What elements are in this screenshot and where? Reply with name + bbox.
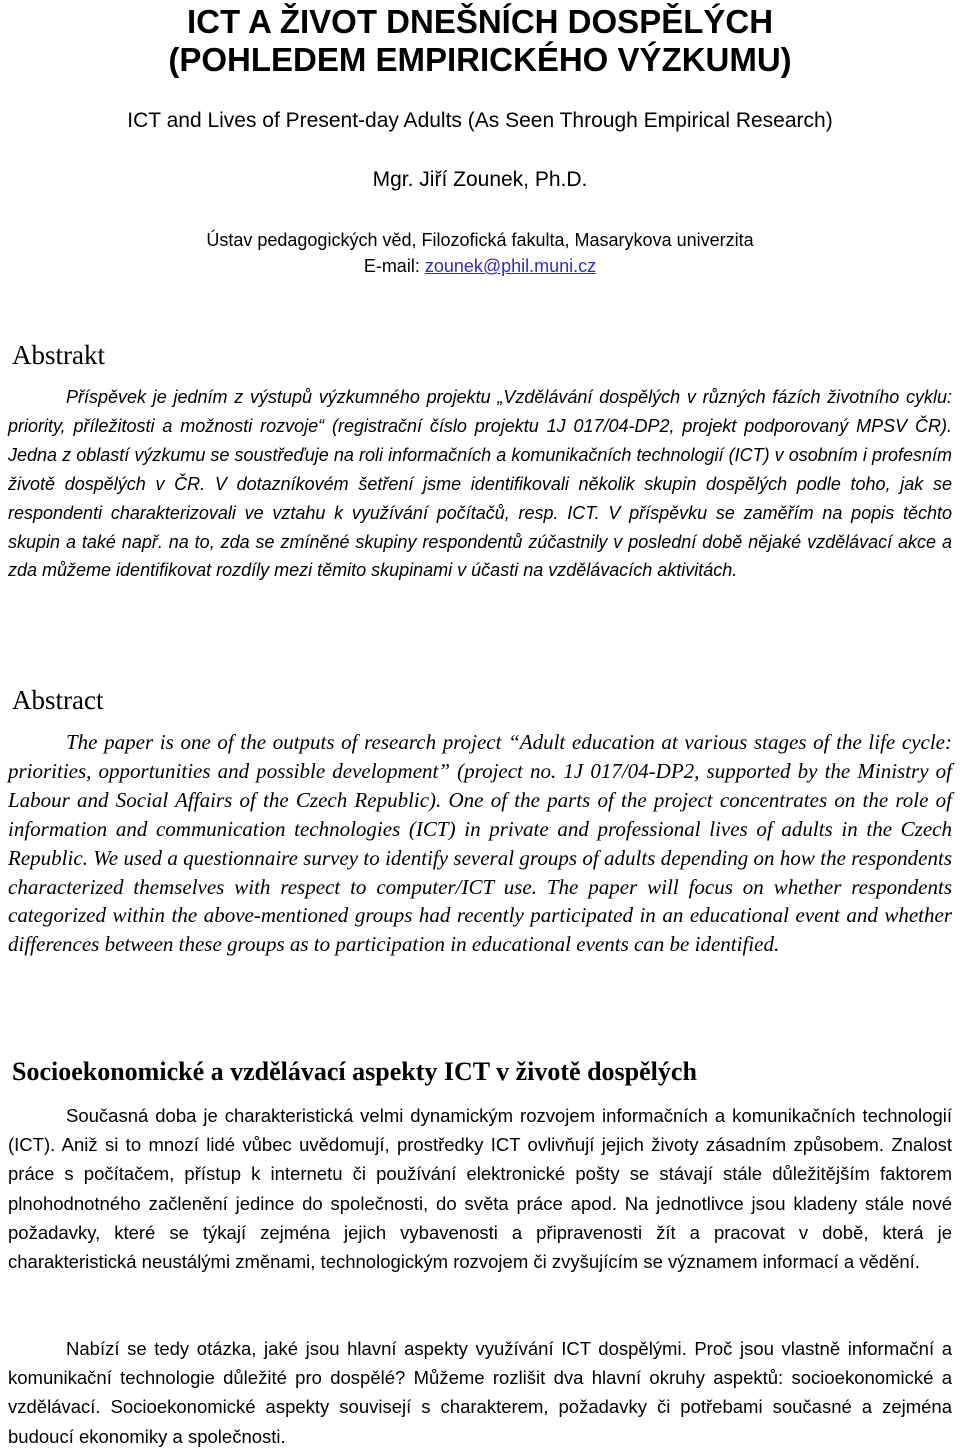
abstract-paragraph: The paper is one of the outputs of research project “Adult education at various stages of the life cycle: priorities, opportunities and possible development” (project no. 1J 017/04-DP2, supported by the Ministry of Labour and Social Affairs of the Czech Republic). One of the parts of the project concentrates on the role of information and communication technologies (ICT) in private and professional lives of adults in the Czech Republic. We used a questionnaire survey to identify several groups of adults depending on how the respondents characterized themselves with respect to computer/ICT use. The paper will focus on whether respondents categorized within the above-mentioned groups had recently participated in an educational event and whether differences between these groups as to participation in educational events can be identified. [8,730,952,957]
abstrakt-heading: Abstrakt [12,340,105,370]
body-paragraph-2: Nabízí se tedy otázka, jaké jsou hlavní aspekty využívání ICT dospělými. Proč jsou vlastně informační a komunikační technologie důležité pro dospělé? Můžeme rozlišit dva hlavní okruhy aspektů: socioekonomické a vzdělávací. Socioekonomické aspekty souvisejí s charakterem, požadavky či potřebami současné a zejména budoucí ekonomiky a společnosti. [8,1338,952,1447]
body-paragraph-1: Současná doba je charakteristická velmi dynamickým rozvojem informačních a komunikačních technologií (ICT). Aniž si to mnozí lidé vůbec uvědomují, prostředky ICT ovlivňují jejich životy zásadním způsobem. Znalost práce s počítačem, přístup k internetu či používání elektronické pošty se stávají stále důležitějším faktorem plnohodnotného začlenění jedince do společnosti, do světa práce apod. Na jednotlivce jsou kladeny stále nové požadavky, které se týkají zejména jejich vybavenosti a připravenosti žít a pracovat v době, která je charakteristická neustálými změnami, technologickým rozvojem či zvyšujícím se významem informací a vědění. [8,1105,952,1273]
english-subtitle: ICT and Lives of Present-day Adults (As Seen Through Empirical Research) [127,109,833,132]
abstract-heading: Abstract [12,685,104,715]
section-heading: Socioekonomické a vzdělávací aspekty ICT v životě dospělých [12,1057,697,1086]
author-name: Mgr. Jiří Zounek, Ph.D. [372,168,588,191]
abstrakt-paragraph: Příspěvek je jedním z výstupů výzkumného projektu „Vzdělávání dospělých v různých fázích životního cyklu: priority, příležitosti a možnosti rozvoje“ (registrační číslo projektu 1J 017/04-DP2, projekt podporovaný MPSV ČR). Jedna z oblastí výzkumu se soustřeďuje na roli informačních a komunikačních technologií (ICT) v osobním i profesním životě dospělých v ČR. V dotazníkovém šetření jsme identifikovali několik skupin dospělých podle toho, jak se respondenti charakterizovali ve vztahu k využívání počítačů, resp. ICT. V příspěvku se zaměřím na popis těchto skupin a také např. na to, zda se zmíněné skupiny respondentů zúčastnily v poslední době nějaké vzdělávací akce a zda můžeme identifikovat rozdíly mezi těmito skupinami v účasti na vzdělávacích aktivitách. [8,387,952,581]
author-affiliation: Ústav pedagogických věd, Filozofická fakulta, Masarykova univerzita [206,230,754,250]
title-line-2: (POHLEDEM EMPIRICKÉHO VÝZKUMU) [168,41,792,78]
title-line-1: ICT A ŽIVOT DNEŠNÍCH DOSPĚLÝCH [186,3,774,40]
email-label: E-mail: [363,256,425,276]
email-line [0,254,960,278]
email-link[interactable]: zounek@phil.muni.cz [424,256,597,276]
